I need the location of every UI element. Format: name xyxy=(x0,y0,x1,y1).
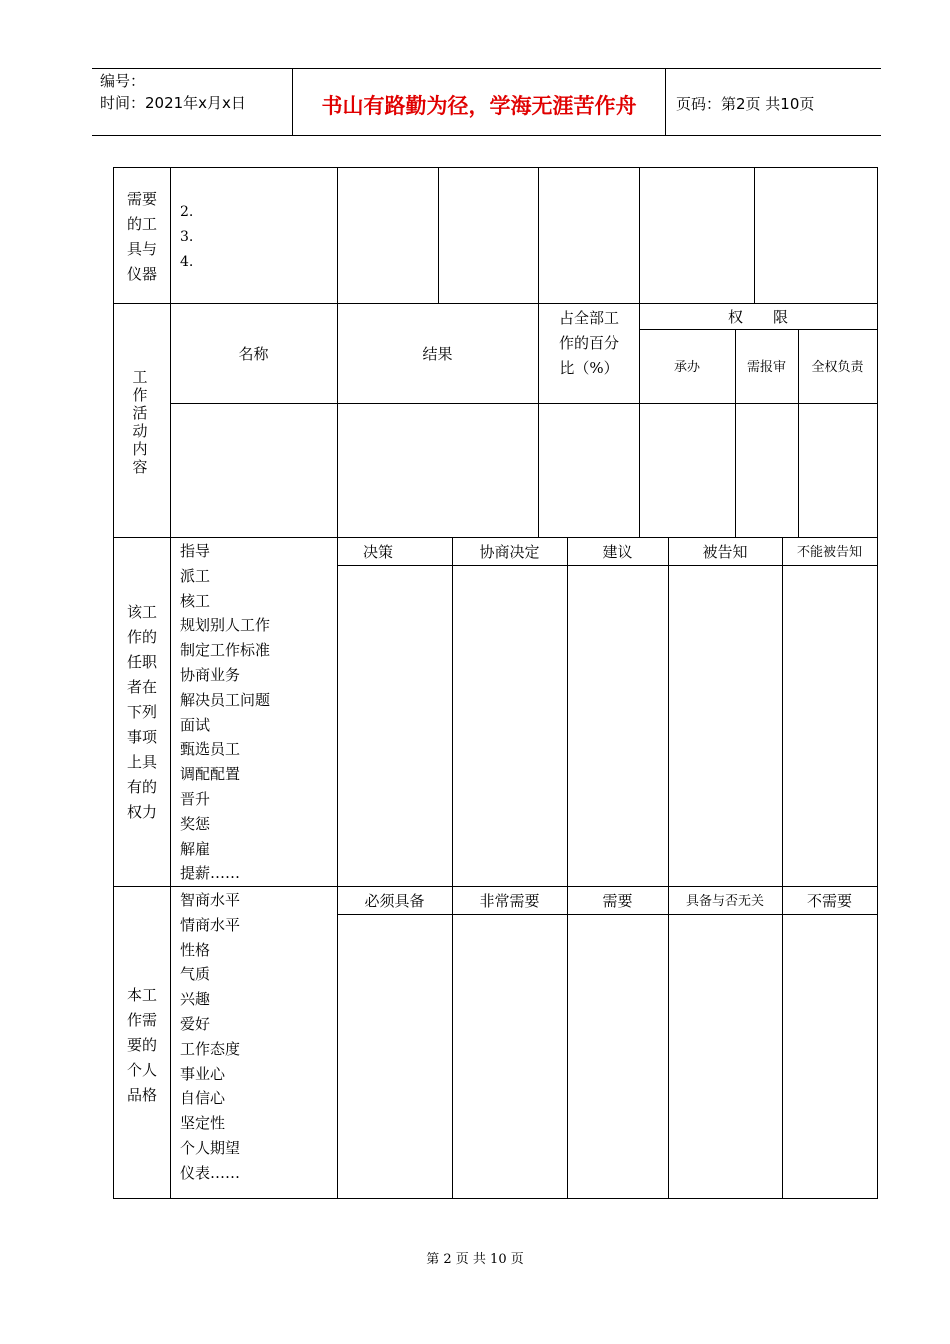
personality-header-divider xyxy=(337,914,877,915)
row-divider-tools xyxy=(113,303,878,304)
activity-col-percent xyxy=(553,306,625,381)
list-item: 4. xyxy=(180,253,194,270)
list-item: 事业心 xyxy=(180,1064,226,1083)
authority-col-full: 全权负责 xyxy=(811,360,864,375)
rights-col-line xyxy=(782,537,783,886)
header-bottom-rule xyxy=(92,135,881,136)
rights-header-divider xyxy=(337,565,877,566)
list-item: 工作态度 xyxy=(180,1039,241,1058)
list-item: 派工 xyxy=(180,566,211,585)
list-item: 提薪…… xyxy=(180,864,241,883)
list-item: 3. xyxy=(180,228,194,245)
rights-col-suggest: 建议 xyxy=(602,543,633,561)
list-item: 规划别人工作 xyxy=(180,616,271,635)
list-item: 情商水平 xyxy=(180,915,241,934)
table-top-border xyxy=(113,167,878,168)
list-item: 奖惩 xyxy=(180,814,211,833)
row-divider-activity xyxy=(113,537,878,538)
header-motto: 书山有路勤为径，学海无涯苦作舟 xyxy=(321,94,637,118)
rights-col-negotiate: 协商决定 xyxy=(479,543,540,561)
list-item: 解决员工问题 xyxy=(180,690,271,709)
header-time-label: 时间：2021年x月x日 xyxy=(100,94,246,112)
list-item: 个人期望 xyxy=(180,1138,241,1157)
tools-col-line xyxy=(538,167,539,303)
rights-label-text: 该工作的任职者在下列事项上具有的权力 xyxy=(126,603,157,821)
activity-col-line xyxy=(337,303,338,537)
header-divider-2 xyxy=(665,68,666,136)
list-item: 仪表…… xyxy=(180,1163,241,1182)
personality-col-very: 非常需要 xyxy=(479,892,540,910)
personality-col-line xyxy=(782,886,783,1198)
rights-col-line xyxy=(668,537,669,886)
activity-col-authority: 权 限 xyxy=(727,308,788,326)
rights-col-line xyxy=(567,537,568,886)
personality-col-line xyxy=(567,886,568,1198)
table-bottom-border xyxy=(113,1198,878,1199)
list-item: 智商水平 xyxy=(180,891,241,909)
list-item: 晋升 xyxy=(180,789,211,808)
personality-item-list xyxy=(180,888,240,1186)
page-footer: 第 2 页 共 10 页 xyxy=(426,1252,524,1267)
list-item: 解雇 xyxy=(180,839,211,858)
authority-col-review: 需报审 xyxy=(746,360,786,375)
personality-col-line xyxy=(668,886,669,1198)
list-item: 坚定性 xyxy=(180,1114,226,1133)
tools-col-line xyxy=(639,167,640,303)
activity-row-label xyxy=(130,368,150,476)
tools-col-line xyxy=(438,167,439,303)
list-item: 制定工作标准 xyxy=(180,641,271,660)
personality-col-need: 需要 xyxy=(602,892,633,910)
header-meta xyxy=(100,70,246,114)
activity-col-result: 结果 xyxy=(422,345,453,363)
authority-col-handle: 承办 xyxy=(673,360,700,375)
rights-col-decide: 决策 xyxy=(363,543,394,561)
activity-header-divider xyxy=(170,403,877,404)
personality-col-irrelevant: 具备与否无关 xyxy=(685,894,764,909)
list-item: 调配配置 xyxy=(180,765,241,784)
activity-col-line xyxy=(639,303,640,537)
activity-col-percent-text: 占全部工作的百分比（%） xyxy=(558,309,619,377)
list-item: 核工 xyxy=(180,591,211,610)
tools-label-text: 需要的工具与仪器 xyxy=(126,190,157,283)
rights-col-line xyxy=(452,537,453,886)
personality-col-must: 必须具备 xyxy=(364,892,425,910)
list-item: 自信心 xyxy=(180,1089,226,1108)
table-right-border xyxy=(877,167,878,1199)
header-page-label: 页码：第2页 共10页 xyxy=(676,95,815,113)
rights-col-line xyxy=(337,537,338,886)
activity-label-text: 工作活动内容 xyxy=(132,368,148,476)
activity-col-line xyxy=(538,303,539,537)
list-item: 性格 xyxy=(180,940,211,959)
header-number-label: 编号： xyxy=(100,72,146,90)
personality-label-text: 本工作需要的个人品格 xyxy=(126,986,157,1104)
header-top-rule xyxy=(92,68,881,69)
list-item: 兴趣 xyxy=(180,990,211,1009)
activity-col-name: 名称 xyxy=(238,345,269,363)
list-item: 2. xyxy=(180,204,194,220)
list-item: 爱好 xyxy=(180,1014,211,1033)
list-item: 气质 xyxy=(180,965,211,984)
list-item: 指导 xyxy=(180,542,211,560)
personality-row-label xyxy=(122,983,162,1108)
table-left-border xyxy=(113,167,114,1199)
rights-item-list xyxy=(180,539,270,886)
label-column-divider xyxy=(170,167,171,1199)
tools-col-line xyxy=(337,167,338,303)
personality-col-line xyxy=(452,886,453,1198)
tools-col-line xyxy=(754,167,755,303)
list-item: 协商业务 xyxy=(180,665,241,684)
rights-row-label xyxy=(122,600,162,825)
personality-col-not-needed: 不需要 xyxy=(806,892,852,910)
tools-row-label xyxy=(122,187,162,287)
tools-item-list xyxy=(180,200,193,274)
list-item: 面试 xyxy=(180,715,211,734)
rights-col-not-informed: 不能被告知 xyxy=(796,545,862,560)
rights-col-informed: 被告知 xyxy=(702,543,748,561)
personality-col-line xyxy=(337,886,338,1198)
list-item: 甄选员工 xyxy=(180,740,241,759)
